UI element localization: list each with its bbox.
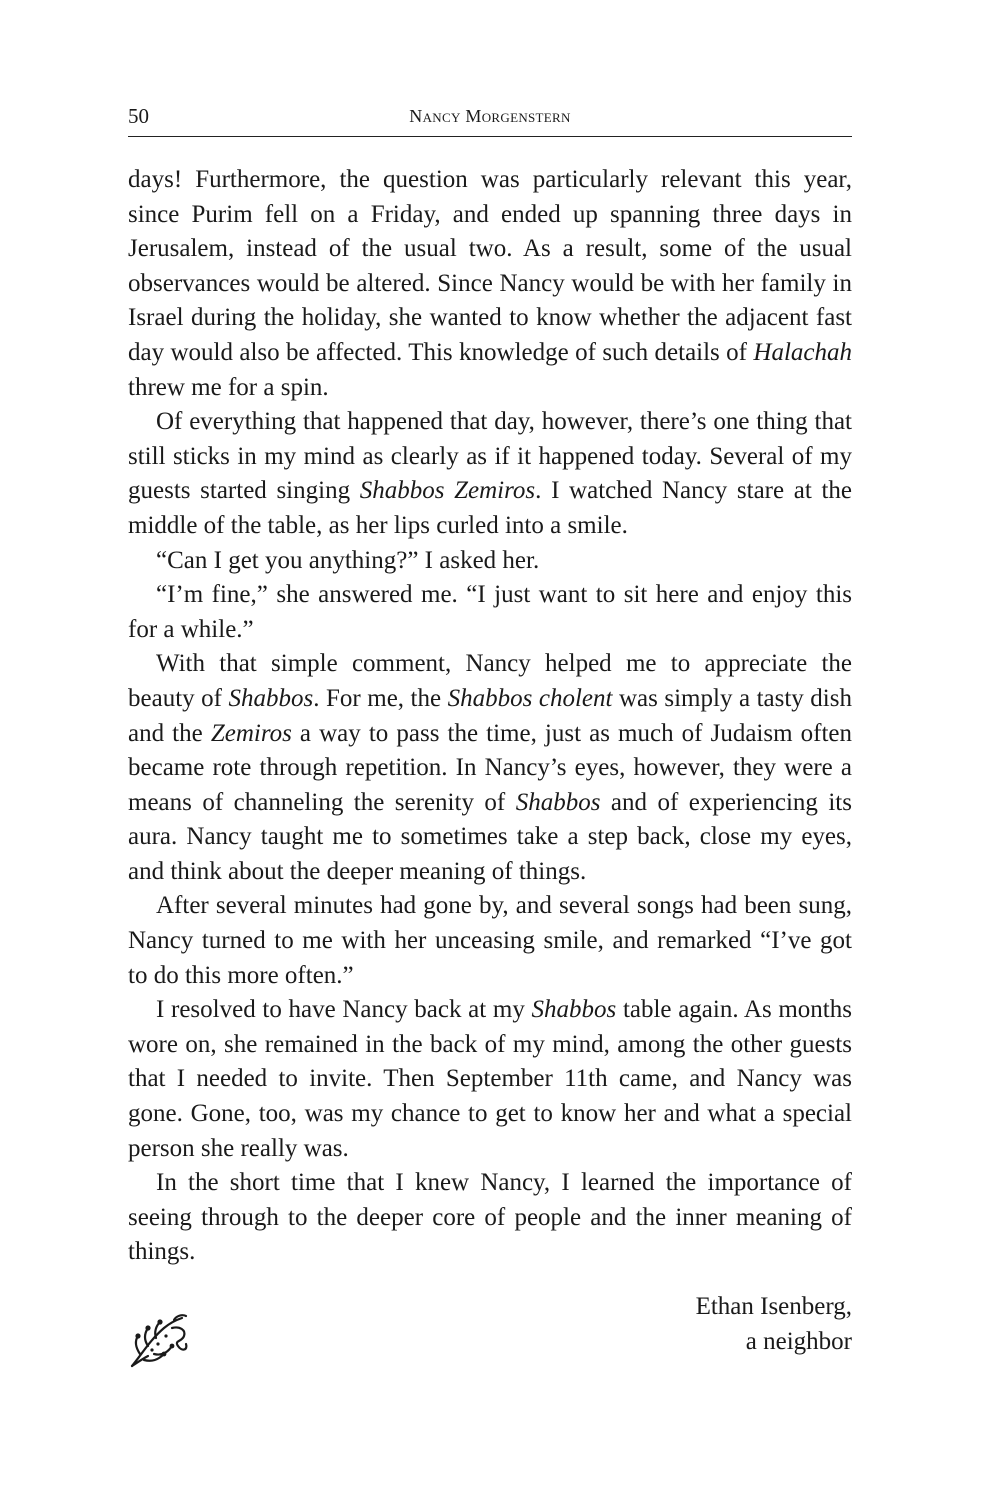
running-title: Nancy Morgenstern: [409, 106, 571, 126]
paragraph: In the short time that I knew Nancy, I learned the importance of seeing through to the deeper core of people and the inner meaning of things.: [128, 1169, 852, 1266]
paragraph: “I’m fine,” she answered me. “I just want to sit here and enjoy this for a while.”: [128, 581, 852, 643]
running-head: [128, 100, 852, 137]
signature-name: Ethan Isenberg,: [695, 1293, 852, 1320]
signature-role: a neighbor: [745, 1327, 852, 1355]
floral-ornament-svg: [128, 1310, 192, 1370]
signature: [696, 1290, 852, 1359]
body-text: [128, 163, 852, 1270]
paragraph: I resolved to have Nancy back at my Shabbos table again. As months wore on, she remained in the back of my mind, among the other guests that I needed to invite. Then September 11th came, and Nancy was gone. Gone, too, was my chance to get to know her and what a special person she really was.: [128, 996, 852, 1162]
paragraph: “Can I get you anything?” I asked her.: [156, 546, 540, 574]
paragraph: days! Furthermore, the question was particularly relevant this year, since Purim fell on a Friday, and ended up spanning three days in Jerusalem, instead of the usual two. As a result, some of the usual observances would be altered. Since Nancy would be with her family in Israel during the holiday, she wanted to know whether the adjacent fast day would also be affected. This knowledge of such details of Halachah threw me for a spin.: [128, 166, 852, 401]
paragraph: With that simple comment, Nancy helped me to appreciate the beauty of Shabbos. For me, the Shabbos cholent was simply a tasty dish and the Zemiros a way to pass the time, just as much of Judaism often became rote through repetition. In Nancy’s eyes, however, they were a means of channeling the serenity of Shabbos and of experiencing its aura. Nancy taught me to sometimes take a step back, close my eyes, and think about the deeper meaning of things.: [128, 650, 852, 885]
floral-ornament-icon: [128, 1310, 192, 1370]
page-number: 50: [128, 104, 149, 128]
book-page: [128, 100, 852, 1355]
paragraph: After several minutes had gone by, and several songs had been sung, Nancy turned to me with her unceasing smile, and remarked “I’ve got to do this more often.”: [128, 892, 852, 989]
paragraph: Of everything that happened that day, however, there’s one thing that still sticks in my mind as clearly as if it happened today. Several of my guests started singing Shabbos Zemiros. I watched Nancy stare at the middle of the table, as her lips curled into a smile.: [128, 408, 852, 539]
